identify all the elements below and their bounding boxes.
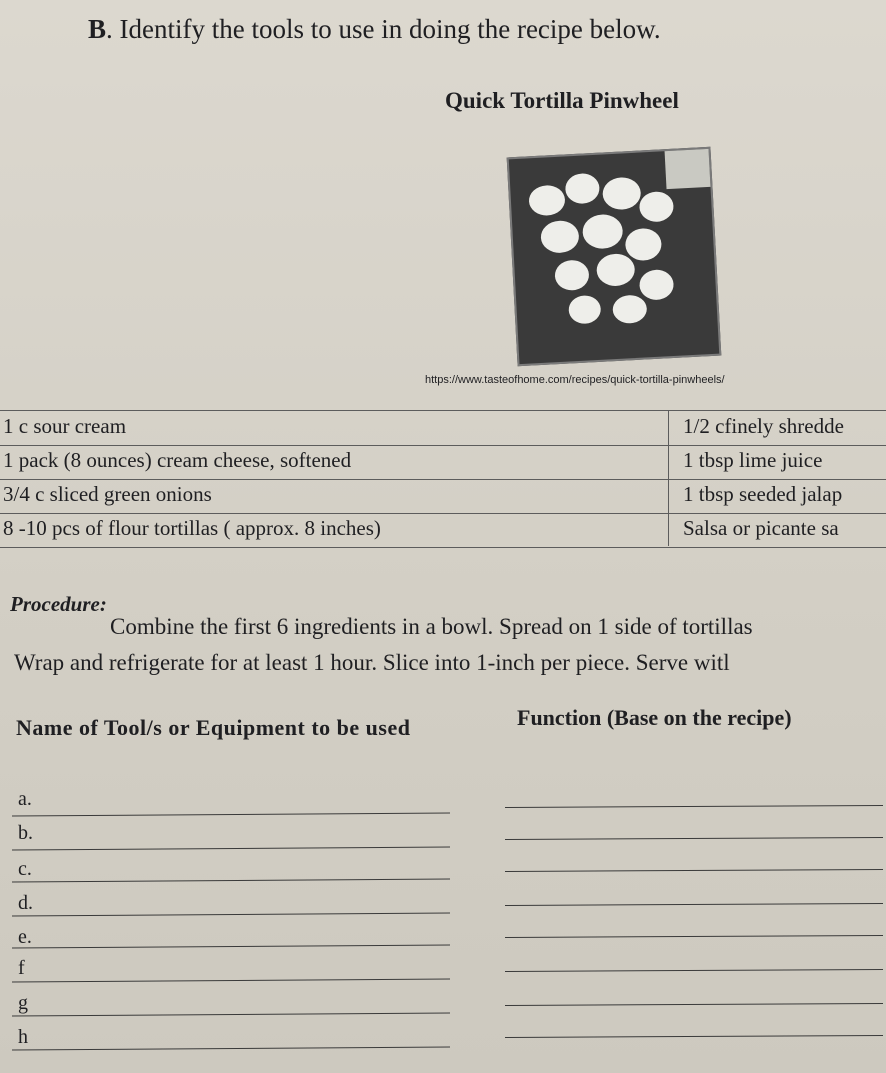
pinwheel-slice [596,253,636,287]
ingredient-cell: 1 pack (8 ounces) cream cheese, softened [3,448,352,472]
recipe-title: Quick Tortilla Pinwheel [445,88,679,113]
function-answer-line[interactable] [505,969,883,972]
tool-answer-line[interactable] [12,944,450,948]
procedure-text-line: Wrap and refrigerate for at least 1 hour. Slice into 1-inch per piece. Serve witl [14,650,730,675]
section-heading [88,14,661,45]
function-answer-line[interactable] [505,837,883,840]
tool-answer-line[interactable] [12,978,450,982]
function-answer-line[interactable] [505,903,883,906]
answer-item-label: f [18,957,25,979]
ingredient-cell: 1/2 cfinely shredde [683,414,844,438]
photo-plate-corner [664,147,714,189]
section-letter: B [88,14,107,44]
tool-answer-line[interactable] [12,812,450,816]
pinwheel-slice [582,214,624,250]
ingredient-cell: 3/4 c sliced green onions [3,482,212,506]
pinwheel-slice [625,228,663,262]
section-instruction: . Identify the tools to use in doing the recipe below. [106,14,661,44]
pinwheel-slice [528,185,566,217]
ingredients-table [0,410,886,546]
answer-item-label: b. [18,822,33,844]
table-row [0,479,886,514]
tool-answer-line[interactable] [12,912,450,916]
table-row [0,411,886,446]
tool-answer-line[interactable] [12,1012,450,1016]
function-column-header: Function (Base on the recipe) [517,705,792,730]
pinwheel-slice [639,191,675,223]
table-row [0,445,886,480]
function-answer-line[interactable] [505,1003,883,1006]
pinwheel-slice [639,269,675,301]
tool-answer-line[interactable] [12,1046,450,1050]
answer-item-label: e. [18,926,32,948]
tool-answer-line[interactable] [12,846,450,850]
table-row [0,513,886,548]
function-answer-line[interactable] [505,805,883,808]
procedure-label: Procedure: [10,592,107,616]
ingredient-cell: Salsa or picante sa [683,516,839,540]
answer-item-label: h [18,1026,28,1048]
tools-column-header: Name of Tool/s or Equipment to be used [16,715,411,740]
recipe-source-url: https://www.tasteofhome.com/recipes/quick-tortilla-pinwheels/ [425,374,725,386]
answer-item-label: d. [18,892,33,914]
procedure-text-line: Combine the first 6 ingredients in a bowl. Spread on 1 side of tortillas [110,614,753,639]
function-answer-line[interactable] [505,1035,883,1038]
pinwheel-slice [568,295,601,325]
answer-item-label: c. [18,858,32,880]
recipe-photo [507,147,722,366]
answer-item-label: g [18,992,28,1014]
ingredient-cell: 1 tbsp lime juice [683,448,823,472]
ingredient-cell: 8 -10 pcs of flour tortillas ( approx. 8 inches) [3,516,381,540]
ingredient-cell: 1 c sour cream [3,414,127,438]
tool-answer-line[interactable] [12,878,450,882]
pinwheel-slice [612,294,647,324]
function-answer-line[interactable] [505,869,883,872]
pinwheel-slice [565,173,601,205]
ingredient-cell: 1 tbsp seeded jalap [683,482,843,506]
function-answer-line[interactable] [505,935,883,938]
pinwheel-slice [602,177,642,211]
pinwheel-slice [554,259,590,291]
pinwheel-slice [540,220,580,254]
answer-item-label: a. [18,788,32,810]
